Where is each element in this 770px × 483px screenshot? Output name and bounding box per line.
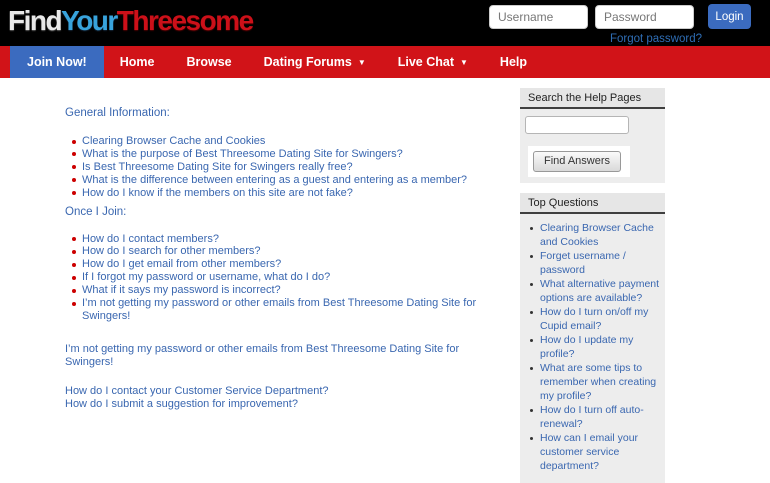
login-area	[489, 4, 751, 46]
nav-join-now-button[interactable]: Join Now!	[10, 46, 104, 78]
top-question-link[interactable]: How can I email your customer service department?	[540, 432, 639, 472]
site-logo[interactable]	[8, 5, 253, 46]
forgot-password-link[interactable]: Forgot password?	[609, 33, 702, 45]
list-item	[65, 187, 510, 200]
faq-link[interactable]: Clearing Browser Cache and Cookies	[82, 135, 266, 147]
search-help-box	[520, 88, 665, 183]
search-help-title: Search the Help Pages	[520, 88, 665, 109]
nav-item-browse[interactable]	[170, 46, 247, 78]
nav-item-label: Live Chat	[397, 55, 454, 69]
not-getting-emails-link[interactable]: I’m not getting my password or other emails from Best Threesome Dating Site for Swingers!	[65, 342, 460, 368]
standalone-link-row	[65, 398, 510, 411]
faq-link[interactable]: How do I know if the members on this site are not fake?	[82, 186, 353, 199]
once-i-join-list	[65, 233, 510, 323]
find-answers-button[interactable]: Find Answers	[533, 151, 621, 172]
top-questions-list	[520, 214, 665, 483]
list-item	[528, 403, 661, 431]
faq-link[interactable]: How do I contact members?	[82, 232, 219, 245]
faq-link[interactable]: If I forgot my password or username, what do I do?	[82, 271, 331, 284]
standalone-link-row	[65, 343, 510, 369]
search-help-body	[520, 109, 665, 183]
general-information-list	[65, 135, 510, 200]
list-item	[528, 361, 661, 403]
list-item	[528, 221, 661, 249]
list-item	[65, 233, 510, 246]
list-item	[65, 174, 510, 187]
list-item	[65, 297, 510, 323]
top-question-link[interactable]: What alternative payment options are available?	[540, 278, 660, 304]
list-item	[65, 271, 510, 284]
login-button[interactable]: Login	[708, 4, 751, 29]
nav-item-home[interactable]	[104, 46, 171, 78]
top-questions-title: Top Questions	[520, 193, 665, 214]
list-item	[528, 277, 661, 305]
help-main	[65, 78, 510, 411]
top-question-link[interactable]: What are some tips to remember when creating my profile?	[540, 362, 657, 402]
top-question-link[interactable]: How do I turn off auto-renewal?	[540, 404, 644, 430]
nav-item-label: Home	[119, 55, 155, 69]
chevron-down-icon: ▼	[357, 57, 366, 67]
top-question-link[interactable]: Forget username / password	[540, 250, 626, 276]
find-answers-button-wrap	[528, 146, 630, 177]
top-questions-box	[520, 193, 665, 483]
faq-link[interactable]: I’m not getting my password or other emails from Best Threesome Dating Site for Swingers!	[82, 297, 477, 322]
section-heading-general-information: General Information:	[65, 107, 170, 119]
list-item	[528, 333, 661, 361]
help-sidebar	[520, 88, 665, 483]
faq-link[interactable]: How do I get email from other members?	[82, 258, 282, 271]
nav-item-label: Browse	[186, 55, 232, 69]
contact-customer-service-link[interactable]: How do I contact your Customer Service Department?	[65, 384, 329, 397]
nav-item-live-chat[interactable]	[382, 46, 484, 78]
faq-link[interactable]: What is the purpose of Best Threesome Dating Site for Swingers?	[82, 147, 403, 160]
top-question-link[interactable]: Clearing Browser Cache and Cookies	[540, 222, 654, 248]
standalone-link-row	[65, 385, 510, 398]
content-area	[0, 78, 770, 472]
list-item	[65, 258, 510, 271]
logo-part-find: Find	[8, 5, 62, 36]
faq-link[interactable]: Is Best Threesome Dating Site for Swingers really free?	[82, 160, 353, 173]
nav-item-dating-forums[interactable]	[248, 46, 382, 78]
list-item	[528, 431, 661, 473]
list-item	[65, 135, 510, 148]
password-field[interactable]	[595, 5, 694, 29]
site-header	[0, 0, 770, 46]
faq-link[interactable]: How do I search for other members?	[82, 245, 261, 258]
section-heading-once-i-join: Once I Join:	[65, 205, 127, 218]
logo-part-your: Your	[61, 5, 117, 36]
logo-part-threesome: Threesome	[116, 5, 253, 36]
login-row	[489, 4, 751, 29]
faq-link[interactable]: What if it says my password is incorrect?	[82, 284, 281, 297]
list-item	[65, 284, 510, 297]
list-item	[528, 249, 661, 277]
main-nav	[0, 46, 770, 78]
submit-suggestion-link[interactable]: How do I submit a suggestion for improvement?	[65, 397, 298, 410]
nav-item-label: Help	[499, 55, 528, 69]
list-item	[65, 161, 510, 174]
faq-link[interactable]: What is the difference between entering as a guest and entering as a member?	[82, 173, 468, 186]
nav-item-help[interactable]	[484, 46, 543, 78]
nav-item-label: Dating Forums	[263, 55, 352, 69]
help-search-input[interactable]	[525, 116, 629, 134]
list-item	[528, 305, 661, 333]
list-item	[65, 148, 510, 161]
chevron-down-icon: ▼	[460, 57, 468, 67]
list-item	[65, 245, 510, 258]
top-question-link[interactable]: How do I turn on/off my Cupid email?	[540, 306, 649, 332]
username-field[interactable]	[489, 5, 588, 29]
top-question-link[interactable]: How do I update my profile?	[540, 334, 634, 360]
